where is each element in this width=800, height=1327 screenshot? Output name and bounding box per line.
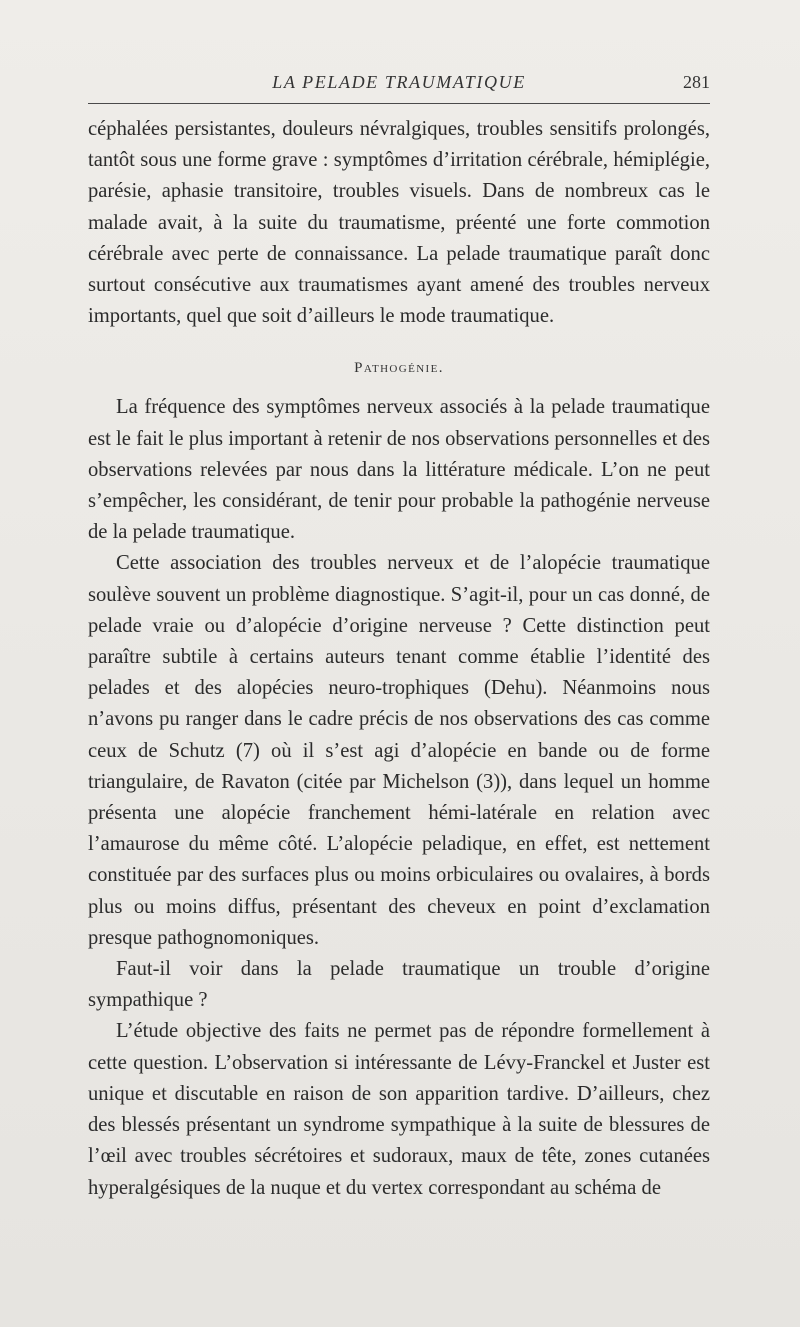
header-rule: [88, 103, 710, 104]
paragraph: Cette association des troubles nerveux et de l’alopécie traumatique soulève souvent un problème diagnostique. S’agit-il, pour un cas donné, de pelade vraie ou d’alopécie d’origine nerveuse ? Cette distinction peut paraître subtile à certains auteurs tenant comme établie l’identité des pelades et des alopécies neuro-trophiques (Dehu). Néanmoins nous n’avons pu ranger dans le cadre précis de nos observations des cas comme ceux de Schutz (7) où il s’est agi d’alopécie en bande ou de forme triangulaire, de Ravaton (citée par Michelson (3)), dans lequel un homme présenta une alopécie franchement hémi-latérale en relation avec l’amaurose du même côté. L’alopécie peladique, en effet, est nettement constituée par des surfaces plus ou moins orbiculaires ou ovalaires, à bords plus ou moins diffus, présentant des cheveux en point d’exclamation presque pathognomoniques.: [88, 552, 710, 949]
paragraph: L’étude objective des faits ne permet pas de répondre formellement à cette question. L’observation si intéressante de Lévy-Franckel et Juster est unique et discutable en raison de son apparition tardive. D’ailleurs, chez des blessés présentant un syndrome sympathique à la suite de blessures de l’œil avec troubles sécrétoires et sudoraux, maux de tête, zones cutanées hyperalgésiques de la nuque et du vertex correspondant au schéma de: [88, 1020, 710, 1199]
page-number: 281: [683, 72, 710, 92]
paragraph: Faut-il voir dans la pelade traumatique un trouble d’origine sympathique ?: [88, 958, 710, 1012]
paragraph: La fréquence des symptômes nerveux associés à la pelade traumatique est le fait le plus important à retenir de nos observations personnelles et des observations relevées par nous dans la littérature médicale. L’on ne peut s’empêcher, les considérant, de tenir pour probable la pathogénie nerveuse de la pelade traumatique.: [88, 396, 710, 544]
running-title: LA PELADE TRAUMATIQUE: [272, 72, 526, 92]
section-heading: Pathogénie.: [354, 360, 444, 377]
page-header: [88, 72, 710, 104]
paragraph-continued: céphalées persistantes, douleurs névralgiques, troubles sensitifs prolongés, tantôt sous une forme grave : symptômes d’irritation cérébrale, hémiplégie, parésie, aphasie transitoire, troubles visuels. Dans de nombreux cas le malade avait, à la suite du traumatisme, préenté une forte commotion cérébrale avec perte de connaissance. La pelade traumatique paraît donc surtout consécutive aux traumatismes ayant amené des troubles nerveux importants, quel que soit d’ailleurs le mode traumatique.: [88, 118, 710, 328]
page-body: [88, 114, 710, 1204]
